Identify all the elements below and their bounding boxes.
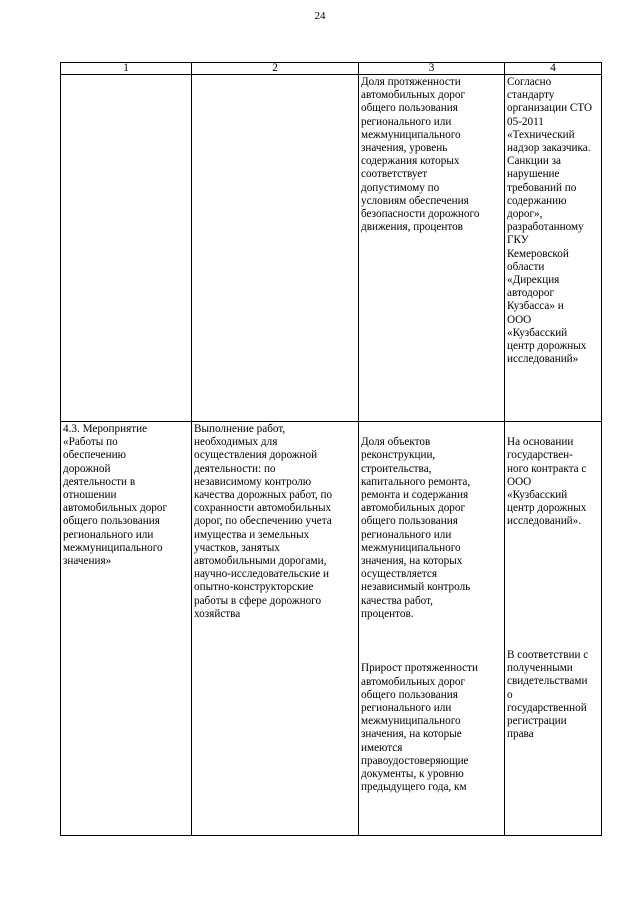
- header-cell-2: 2: [192, 63, 359, 75]
- row1-works-cell: [192, 75, 359, 422]
- row2-source-cell: [505, 422, 602, 836]
- row1-indicator-cell: Доля протяженности автомобильных дорог общего пользования регионального или межмуниципального значения, уровень содержания которых соответствует допустимому по условиям обеспечения безопасности дорожного движения, процентов: [359, 75, 505, 422]
- table-row: [61, 422, 602, 836]
- header-cell-1: 1: [61, 63, 192, 75]
- source-certificates: В соответствии с полученными свидетельствами о государственной регистрации права: [507, 649, 589, 741]
- source-contract: На основании государствен- ного контракта с ООО «Кузбасский центр дорожных исследований».: [507, 436, 587, 528]
- row1-source-cell: Согласно стандарту организации СТО 05-2011 «Технический надзор заказчика. Санкции за нарушение требований по содержанию дорог», разработанному ГКУ Кемеровской области «Дирекция автодорог Кузбасса» и ООО «Кузбасский центр дорожных исследований»: [505, 75, 602, 422]
- indicator-length-growth: Прирост протяженности автомобильных дорог общего пользования регионального или межмуниципального значения, на которые имеются правоудостоверяющие документы, к уровню предыдущего года, км: [361, 662, 478, 794]
- table-row: [61, 75, 602, 422]
- row2-indicator-cell: [359, 422, 505, 836]
- page-number: 24: [314, 10, 326, 22]
- row2-works-cell: Выполнение работ, необходимых для осуществления дорожной деятельности: по независимому контролю качества дорожных работ, по сохранности автомобильных дорог, по обеспечению учета имущества и земельных участков, занятых автомобильными дорогами, научно-исследовательские и опытно-конструкторские работы в сфере дорожного хозяйства: [192, 422, 359, 836]
- header-cell-3: 3: [359, 63, 505, 75]
- indicator-share-controlled-objects: Доля объектов реконструкции, строительства, капитального ремонта, ремонта и содержания автомобильных дорог общего пользования регионального или межмуниципального значения, на которых осуществляется независимый контроль качества работ, процентов.: [361, 436, 471, 620]
- header-cell-4: 4: [505, 63, 602, 75]
- table-header-row: [61, 63, 602, 75]
- row1-activity-cell: [61, 75, 192, 422]
- data-table: [60, 62, 602, 836]
- row2-activity-cell: 4.3. Мероприятие «Работы по обеспечению дорожной деятельности в отношении автомобильных дорог общего пользования регионального или межмуниципального значения»: [61, 422, 192, 836]
